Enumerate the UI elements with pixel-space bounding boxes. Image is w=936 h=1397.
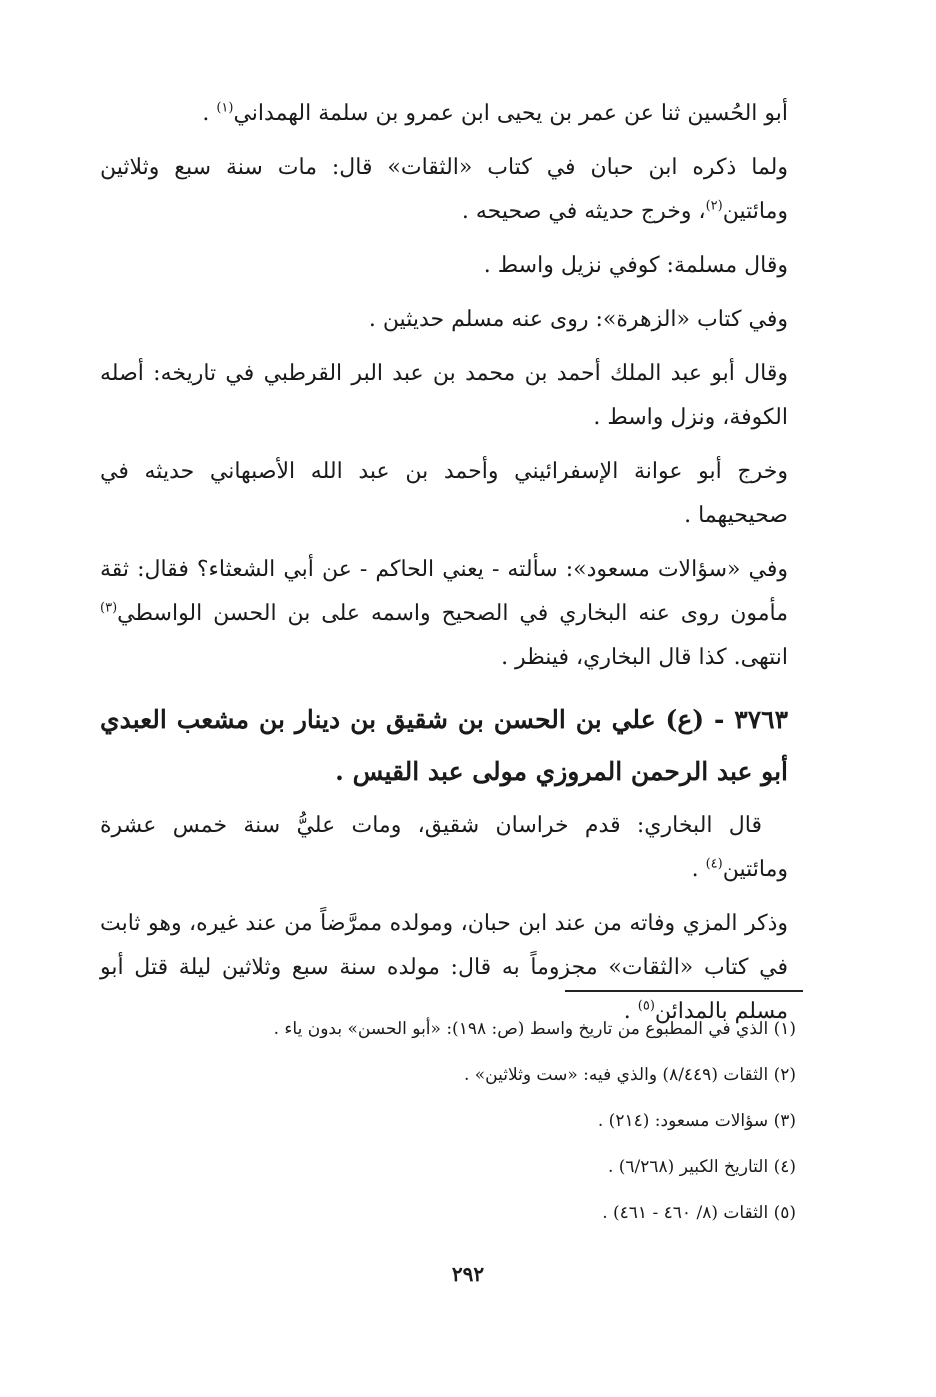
- paragraph: وفي كتاب «الزهرة»: روى عنه مسلم حديثين .: [368, 307, 788, 332]
- paragraph: وخرج أبو عوانة الإسفرائيني وأحمد بن عبد الله الأصبهاني حديثه في صحيحيهما .: [100, 459, 788, 528]
- page-number: ٢٩٢: [451, 1262, 485, 1286]
- paragraph: وقال أبو عبد الملك أحمد بن محمد بن عبد البر القرطبي في تاريخه: أصله الكوفة، ونزل واسط .: [100, 361, 788, 430]
- entry-heading: ٣٧٦٣ - (ع) علي بن الحسن بن شقيق بن دينار بن مشعب العبدي أبو عبد الرحمن المروزي مولى عبد القيس .: [100, 705, 788, 786]
- footnote-divider: [565, 990, 803, 992]
- footnote-ref: (٤): [705, 856, 723, 872]
- footnote: (٥) الثقات (٨/ ٤٦٠ - ٤٦١) .: [602, 1203, 796, 1223]
- paragraph: أبو الحُسين ثنا عن عمر بن يحيى ابن عمرو بن سلمة الهمداني$^{(١)}$ .: [202, 100, 788, 126]
- footnote: (٣) سؤالات مسعود: (٢١٤) .: [597, 1111, 796, 1131]
- footnote-ref: (٣): [100, 600, 118, 616]
- main-text: [100, 92, 788, 1044]
- footnote: (٤) التاريخ الكبير (٦/٢٦٨) .: [607, 1157, 796, 1177]
- paragraph: ولما ذكره ابن حبان في كتاب «الثقات» قال: مات سنة سبع وثلاثين ومائتين$^{(٢)}$، وخرج حديثه في صحيحه .: [100, 155, 788, 224]
- paragraph: وذكر المزي وفاته من عند ابن حبان، ومولده ممرَّضاً من عند غيره، وهو ثابت في كتاب «الثقات» مجزوماً به قال: مولده سنة سبع وثلاثين ليلة قتل أبو مسلم بالمدائن$^{(٥)}$ .: [100, 911, 788, 1024]
- paragraph: قال البخاري: قدم خراسان شقيق، ومات عليُّ سنة خمس عشرة ومائتين$^{(٤)}$ .: [100, 813, 788, 882]
- footnote: (١) الذي في المطبوع من تاريخ واسط (ص: ١٩٨): «أبو الحسن» بدون ياء .: [273, 1019, 796, 1039]
- paragraph: وقال مسلمة: كوفي نزيل واسط .: [483, 253, 788, 278]
- footnote-ref: (١): [216, 100, 234, 116]
- footnotes: [136, 1006, 796, 1236]
- footnote: (٢) الثقات (٨/٤٤٩) والذي فيه: «ست وثلاثين» .: [463, 1065, 796, 1085]
- paragraph: وفي «سؤالات مسعود»: سألته - يعني الحاكم - عن أبي الشعثاء؟ فقال: ثقة مأمون روى عنه البخاري في الصحيح واسمه على بن الحسن الواسطي$^{(٣)}$ انتهى. كذا قال البخاري، فينظر .: [100, 557, 788, 670]
- footnote-ref: (٥): [637, 998, 655, 1014]
- footnote-ref: (٢): [705, 198, 723, 214]
